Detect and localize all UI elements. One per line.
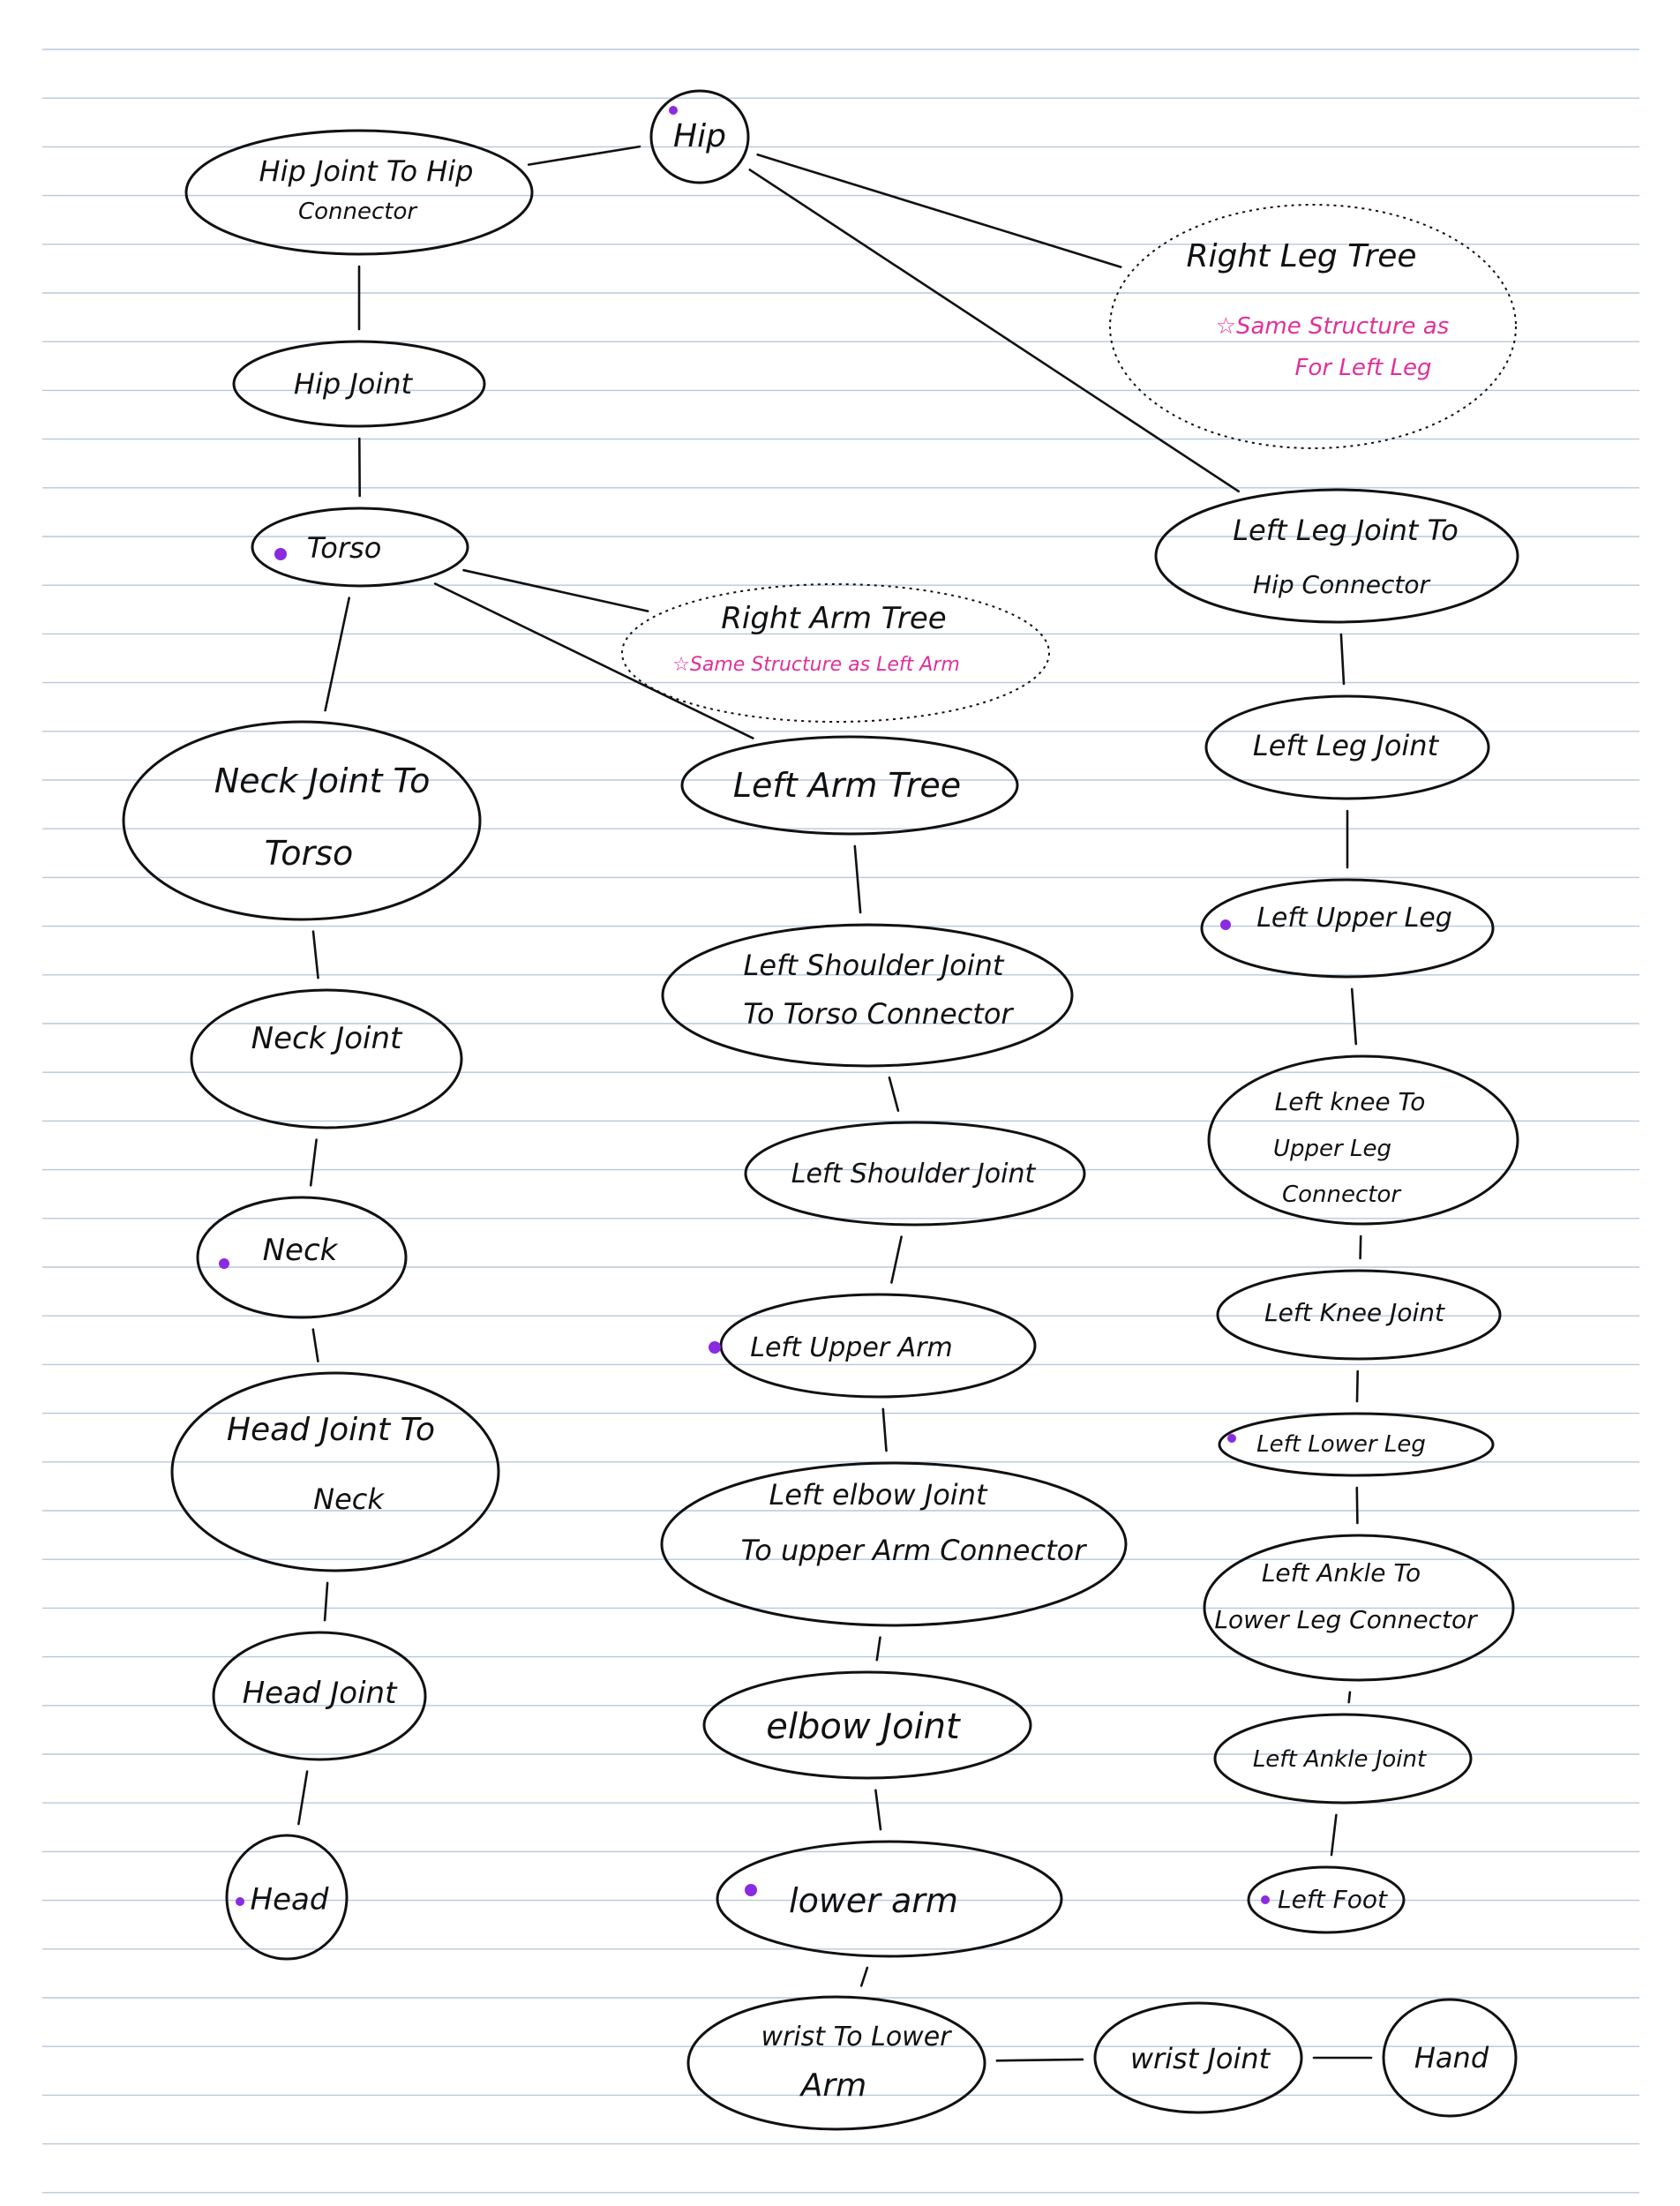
node-left-ankle-joint[interactable] bbox=[1215, 1715, 1471, 1803]
edge-left-lower-leg-to-left-ankle-to-lower-leg-connector bbox=[1357, 1488, 1358, 1523]
node-head-joint[interactable] bbox=[214, 1632, 425, 1760]
node-label-line-1: Left Shoulder Joint bbox=[743, 949, 1004, 982]
node-left-arm-tree-label: Left Arm Tree bbox=[732, 766, 962, 805]
node-left-shoulder-joint[interactable] bbox=[746, 1122, 1084, 1225]
marker-dot bbox=[274, 548, 287, 560]
edge-left-knee-joint-to-left-lower-leg bbox=[1357, 1371, 1358, 1401]
tree-edges bbox=[298, 146, 1371, 2060]
edge-neck-joint-to-neck bbox=[311, 1140, 316, 1186]
node-hip-joint-label: Hip Joint bbox=[293, 367, 413, 401]
node-head-joint-label: Head Joint bbox=[242, 1676, 397, 1711]
node-left-knee-joint[interactable] bbox=[1218, 1271, 1500, 1359]
node-left-lower-leg-label: Left Lower Leg bbox=[1256, 1431, 1426, 1458]
edge-neck-to-head-joint-to-neck bbox=[313, 1330, 319, 1362]
node-neck[interactable] bbox=[198, 1197, 406, 1317]
edge-elbow-joint-to-lower-arm bbox=[875, 1790, 881, 1829]
node-right-arm-tree-label: Right Arm Tree bbox=[721, 601, 947, 636]
node-hand[interactable] bbox=[1384, 2000, 1516, 2116]
node-label-line-2: Arm bbox=[800, 2067, 867, 2104]
edge-left-upper-leg-to-left-knee-to-upper-leg-connector bbox=[1352, 989, 1356, 1044]
marker-dot bbox=[1227, 1434, 1236, 1443]
node-head[interactable] bbox=[227, 1835, 347, 1959]
node-hand-label: Hand bbox=[1414, 2041, 1489, 2075]
node-left-ankle-to-lower-leg-connector[interactable] bbox=[1204, 1535, 1513, 1680]
same-structure-note-line-1: ☆Same Structure as bbox=[1215, 313, 1450, 340]
node-label-line-2: Hip Connector bbox=[1253, 570, 1429, 599]
node-label-line-2: To Torso Connector bbox=[743, 997, 1013, 1031]
node-head-joint-to-neck[interactable] bbox=[172, 1373, 499, 1571]
same-structure-note: ☆Same Structure as Left Arm bbox=[672, 654, 960, 676]
marker-dot bbox=[745, 1884, 757, 1896]
node-label-line-2: Lower Leg Connector bbox=[1214, 1605, 1477, 1634]
edge-left-leg-joint-to-hip-connector-to-left-leg-joint bbox=[1341, 634, 1344, 684]
node-torso[interactable] bbox=[252, 508, 468, 586]
node-right-arm-tree[interactable] bbox=[622, 584, 1049, 722]
node-lower-arm[interactable] bbox=[717, 1842, 1061, 1956]
node-left-shoulder-joint-to-torso-connector[interactable] bbox=[663, 925, 1072, 1066]
node-head-label: Head bbox=[250, 1882, 329, 1917]
node-neck-joint-to-torso[interactable] bbox=[124, 722, 480, 919]
node-right-leg-tree[interactable] bbox=[1110, 205, 1516, 448]
edge-left-ankle-to-lower-leg-connector-to-left-ankle-joint bbox=[1349, 1692, 1350, 1702]
same-structure-note-line-2: For Left Leg bbox=[1294, 355, 1432, 381]
node-wrist-to-lower-arm[interactable] bbox=[688, 1997, 985, 2129]
marker-dot bbox=[669, 106, 678, 115]
node-neck-joint-label: Neck Joint bbox=[251, 1021, 402, 1056]
node-label-line-1: Head Joint To bbox=[226, 1412, 436, 1448]
node-left-shoulder-joint-label: Left Shoulder Joint bbox=[791, 1159, 1036, 1189]
node-label-line-1: wrist To Lower bbox=[761, 2022, 951, 2052]
marker-dot bbox=[1220, 919, 1231, 930]
node-left-upper-arm[interactable] bbox=[709, 1294, 1035, 1397]
node-label-line-1: Left Ankle To bbox=[1261, 1558, 1421, 1587]
edge-neck-joint-to-torso-to-neck-joint bbox=[313, 932, 319, 979]
node-label-line-1: Left knee To bbox=[1274, 1087, 1426, 1116]
node-elbow-joint-label: elbow Joint bbox=[766, 1707, 960, 1747]
node-left-leg-joint[interactable] bbox=[1206, 696, 1489, 799]
edge-head-joint-to-head bbox=[298, 1772, 307, 1825]
node-label-line-1: Left Leg Joint To bbox=[1233, 514, 1459, 547]
node-left-knee-to-upper-leg-connector[interactable] bbox=[1209, 1056, 1518, 1224]
marker-dot bbox=[709, 1341, 721, 1354]
node-left-lower-leg[interactable] bbox=[1219, 1414, 1493, 1475]
node-right-leg-tree-label: Right Leg Tree bbox=[1186, 238, 1417, 274]
node-wrist-joint-label: wrist Joint bbox=[1129, 2042, 1271, 2075]
edge-left-ankle-joint-to-left-foot bbox=[1331, 1815, 1336, 1855]
edge-torso-to-neck-joint-to-torso bbox=[326, 598, 349, 711]
node-wrist-joint[interactable] bbox=[1095, 2003, 1301, 2112]
node-label-line-3: Connector bbox=[1281, 1182, 1401, 1208]
marker-dot bbox=[219, 1258, 229, 1269]
edge-left-shoulder-joint-to-torso-connector-to-left-shoulder-joint bbox=[889, 1077, 898, 1111]
edge-left-shoulder-joint-to-left-upper-arm bbox=[891, 1237, 901, 1283]
node-label-line-1: Neck Joint To bbox=[214, 762, 431, 800]
node-label-line-2: Neck bbox=[313, 1482, 384, 1516]
node-neck-joint[interactable] bbox=[191, 990, 461, 1128]
node-left-arm-tree[interactable] bbox=[682, 737, 1017, 834]
node-left-upper-leg[interactable] bbox=[1202, 880, 1493, 977]
node-label-line-2: To upper Arm Connector bbox=[740, 1534, 1086, 1567]
marker-dot bbox=[1261, 1895, 1270, 1904]
node-hip-joint-to-hip-connector[interactable] bbox=[186, 131, 532, 254]
node-hip-label: Hip bbox=[673, 118, 726, 154]
node-left-leg-joint-label: Left Leg Joint bbox=[1252, 729, 1439, 762]
node-left-upper-arm-label: Left Upper Arm bbox=[750, 1332, 953, 1363]
node-left-leg-joint-to-hip-connector[interactable] bbox=[1156, 490, 1518, 622]
edge-left-upper-arm-to-left-elbow-joint-to-upper-arm-connector bbox=[883, 1409, 887, 1451]
edge-head-joint-to-neck-to-head-joint bbox=[325, 1583, 327, 1620]
node-left-ankle-joint-label: Left Ankle Joint bbox=[1252, 1746, 1427, 1773]
edge-left-arm-tree-to-left-shoulder-joint-to-torso-connector bbox=[855, 846, 860, 912]
node-left-foot-label: Left Foot bbox=[1278, 1885, 1387, 1914]
edge-hip-to-hip-joint-to-hip-connector bbox=[529, 146, 640, 165]
node-neck-label: Neck bbox=[262, 1233, 338, 1268]
node-hip[interactable] bbox=[651, 91, 748, 183]
edge-hip-to-left-leg-joint-to-hip-connector bbox=[750, 169, 1239, 491]
node-left-knee-joint-label: Left Knee Joint bbox=[1264, 1298, 1444, 1327]
node-label-line-2: Torso bbox=[264, 834, 354, 873]
node-label-line-2: Upper Leg bbox=[1273, 1136, 1391, 1162]
node-lower-arm-label: lower arm bbox=[789, 1881, 958, 1920]
edge-lower-arm-to-wrist-to-lower-arm bbox=[861, 1968, 867, 1985]
node-hip-joint[interactable] bbox=[234, 341, 484, 426]
edge-torso-to-right-arm-tree bbox=[464, 570, 649, 611]
node-label-line-2: Connector bbox=[297, 199, 417, 225]
node-elbow-joint[interactable] bbox=[704, 1672, 1031, 1778]
node-label-line-1: Hip Joint To Hip bbox=[259, 154, 474, 188]
node-label-line-1: Left elbow Joint bbox=[769, 1478, 987, 1512]
node-left-upper-leg-label: Left Upper Leg bbox=[1256, 903, 1452, 934]
node-torso-label: Torso bbox=[306, 531, 382, 565]
node-left-elbow-joint-to-upper-arm-connector[interactable] bbox=[662, 1463, 1126, 1625]
marker-dot bbox=[236, 1897, 244, 1906]
